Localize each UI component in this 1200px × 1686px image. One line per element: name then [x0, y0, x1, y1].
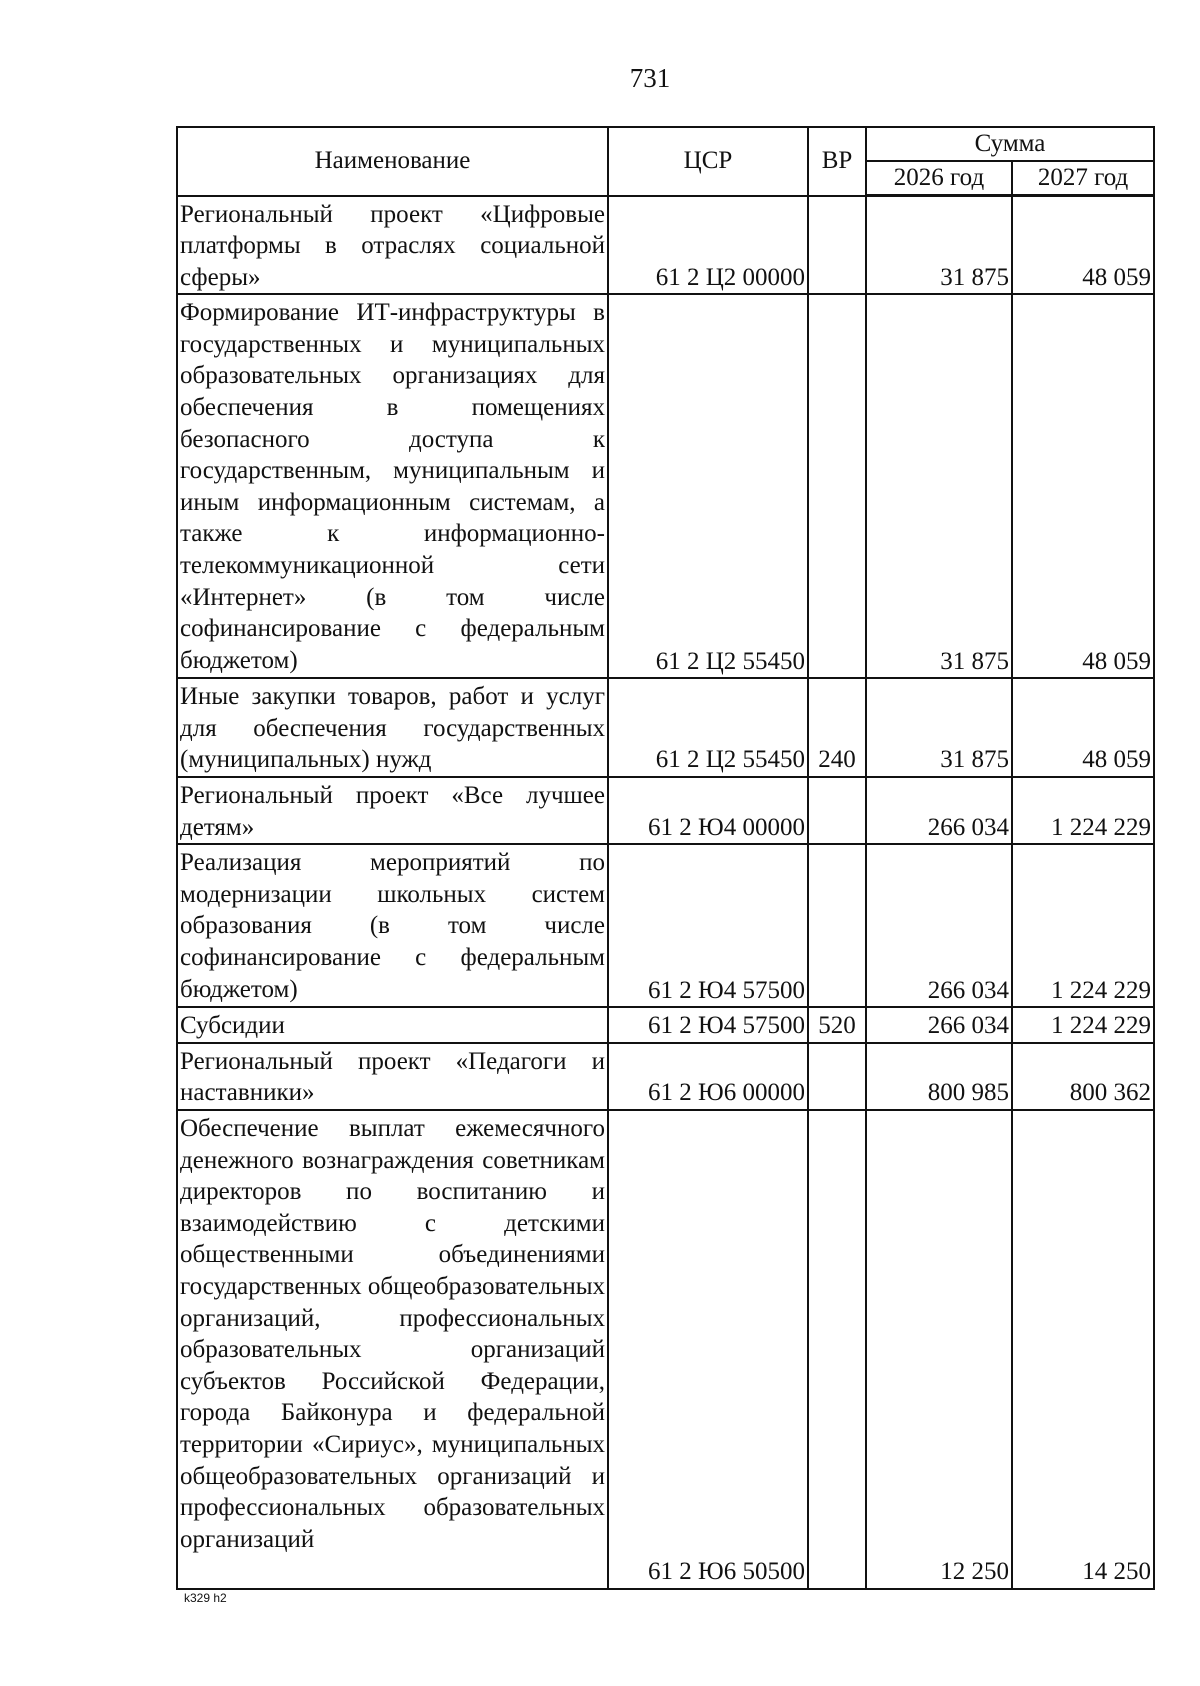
- row-csr: 61 2 Ц2 00000: [608, 196, 808, 295]
- row-vr: 240: [808, 678, 866, 777]
- row-sum-2026: 31 875: [866, 678, 1012, 777]
- row-vr: [808, 844, 866, 1007]
- row-csr: 61 2 Ю6 00000: [608, 1043, 808, 1110]
- table-row: [177, 196, 1154, 295]
- table-row: [177, 1110, 1154, 1589]
- row-name: Формирование ИТ-инфраструктуры в государственных и муниципальных образовательных организациях для обеспечения в помещениях безопасного доступа к государственным, муниципальным и иным информационным системам, а также к информационно-телекоммуникационной сети «Интернет» (в том числе софинансирование с федеральным бюджетом): [177, 294, 608, 678]
- header-name: Наименование: [177, 127, 608, 196]
- row-sum-2027: 800 362: [1012, 1043, 1154, 1110]
- row-csr: 61 2 Ю4 57500: [608, 844, 808, 1007]
- header-year-2027: 2027 год: [1012, 161, 1154, 196]
- row-sum-2026: 266 034: [866, 844, 1012, 1007]
- row-name: Реализация мероприятий по модернизации школьных систем образования (в том числе софинансирование с федеральным бюджетом): [177, 844, 608, 1007]
- row-sum-2027: 48 059: [1012, 294, 1154, 678]
- row-sum-2026: 31 875: [866, 196, 1012, 295]
- row-sum-2027: 14 250: [1012, 1110, 1154, 1589]
- table-row: [177, 678, 1154, 777]
- budget-table: [176, 126, 1155, 1590]
- row-sum-2027: 1 224 229: [1012, 844, 1154, 1007]
- table-row: [177, 844, 1154, 1007]
- row-csr: 61 2 Ц2 55450: [608, 294, 808, 678]
- row-sum-2027: 48 059: [1012, 678, 1154, 777]
- header-sum: Сумма: [866, 127, 1154, 161]
- row-vr: [808, 1043, 866, 1110]
- header-year-2026: 2026 год: [866, 161, 1012, 196]
- header-vr: ВР: [808, 127, 866, 196]
- table-row: [177, 1043, 1154, 1110]
- row-name: Субсидии: [177, 1007, 608, 1043]
- row-sum-2027: 1 224 229: [1012, 1007, 1154, 1043]
- row-sum-2026: 266 034: [866, 1007, 1012, 1043]
- row-csr: 61 2 Ц2 55450: [608, 678, 808, 777]
- row-sum-2026: 31 875: [866, 294, 1012, 678]
- footer-code: k329 h2: [184, 1591, 227, 1605]
- row-vr: [808, 1110, 866, 1589]
- row-name: Региональный проект «Цифровые платформы в отраслях социальной сферы»: [177, 196, 608, 295]
- row-name: Иные закупки товаров, работ и услуг для обеспечения государственных (муниципальных) нужд: [177, 678, 608, 777]
- table-row: [177, 777, 1154, 844]
- row-name: Региональный проект «Педагоги и наставники»: [177, 1043, 608, 1110]
- row-vr: [808, 777, 866, 844]
- row-sum-2026: 266 034: [866, 777, 1012, 844]
- row-vr: 520: [808, 1007, 866, 1043]
- row-csr: 61 2 Ю4 57500: [608, 1007, 808, 1043]
- row-vr: [808, 294, 866, 678]
- table-row: [177, 294, 1154, 678]
- row-sum-2026: 12 250: [866, 1110, 1012, 1589]
- header-csr: ЦСР: [608, 127, 808, 196]
- page-number: 731: [629, 63, 671, 93]
- row-sum-2027: 1 224 229: [1012, 777, 1154, 844]
- row-name: Обеспечение выплат ежемесячного денежного вознаграждения советникам директоров по воспитанию и взаимодействию с детскими общественными объединениями государственных общеобразовательных организаций, профессиональных образовательных организаций субъектов Российской Федерации, города Байконура и федеральной территории «Сириус», муниципальных общеобразовательных организаций и профессиональных образовательных организаций: [177, 1110, 608, 1589]
- row-csr: 61 2 Ю4 00000: [608, 777, 808, 844]
- row-sum-2026: 800 985: [866, 1043, 1012, 1110]
- row-name: Региональный проект «Все лучшее детям»: [177, 777, 608, 844]
- table-row: [177, 1007, 1154, 1043]
- row-vr: [808, 196, 866, 295]
- row-sum-2027: 48 059: [1012, 196, 1154, 295]
- row-csr: 61 2 Ю6 50500: [608, 1110, 808, 1589]
